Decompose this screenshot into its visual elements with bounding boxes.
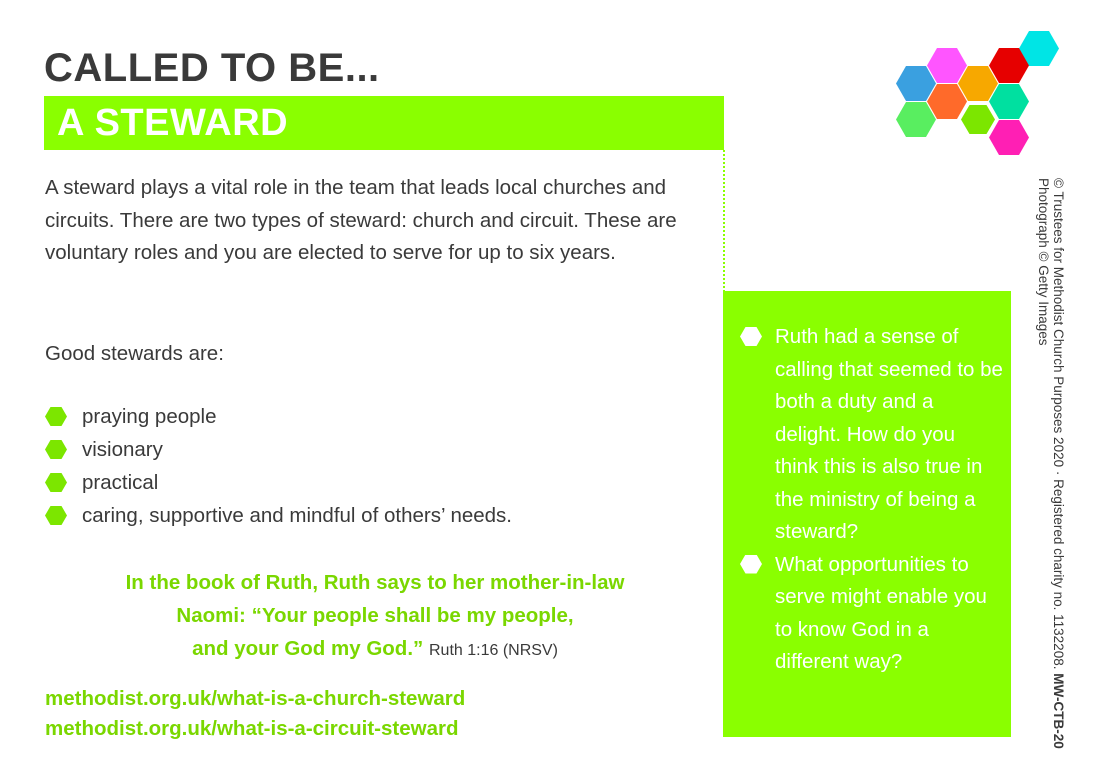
hexagon-bullet-icon [740, 555, 762, 574]
quote-line-1: In the book of Ruth, Ruth says to her mother-in-law [125, 571, 625, 594]
list-item [45, 400, 512, 433]
hexagon-icon [958, 102, 998, 137]
hexagon-bullet-icon [45, 506, 67, 525]
list-item [45, 499, 512, 532]
copyright-text: © Trustees for Methodist Church Purposes 2020 · Registered charity no. 1132208. [1051, 178, 1066, 670]
quote-reference: Ruth 1:16 (NRSV) [428, 642, 558, 659]
circuit-steward-link[interactable]: methodist.org.uk/what-is-a-circuit-steward [45, 717, 459, 740]
copyright-line [1051, 178, 1066, 749]
hexagon-icon [896, 102, 936, 137]
hexagon-logo [893, 28, 1063, 158]
list-item-text: praying people [82, 405, 217, 428]
questions-list [739, 321, 1003, 679]
question-text: Ruth had a sense of calling that seemed to be both a duty and a delight. How do you think this is also true in the ministry of being a steward? [775, 325, 1003, 543]
hexagon-bullet-icon [45, 440, 67, 459]
hexagon-bullet-icon [45, 473, 67, 492]
qualities-list [45, 400, 512, 532]
list-item-text: caring, supportive and mindful of others’ needs. [82, 504, 512, 527]
hexagon-bullet-icon [740, 327, 762, 346]
list-item [739, 321, 1003, 549]
intro-paragraph: A steward plays a vital role in the team that leads local churches and circuits. There are two types of steward: church and circuit. These are voluntary roles and you are elected to serve for up to six years. [45, 176, 677, 264]
hexagon-icon [989, 84, 1029, 119]
hexagon-inner-icon [961, 105, 995, 134]
web-links [45, 684, 465, 744]
card-code: MW-CTB-20 [1051, 673, 1066, 749]
hexagon-icon [896, 66, 936, 101]
page-title: CALLED TO BE... [44, 46, 380, 90]
list-item [45, 433, 512, 466]
quote-line-3: and your God my God.” [192, 637, 424, 660]
subtitle-banner [44, 96, 724, 150]
question-text: What opportunities to serve might enable you to know God in a different way? [775, 552, 987, 673]
list-item [45, 466, 512, 499]
copyright-credit [1036, 178, 1066, 749]
list-item [739, 549, 1003, 679]
dotted-divider [723, 150, 725, 292]
page-subtitle: A STEWARD [57, 102, 289, 144]
reflection-questions-box [723, 291, 1011, 737]
hexagon-icon [989, 120, 1029, 155]
photo-credit: Photograph © Getty Images [1036, 178, 1051, 346]
hexagon-icon [927, 48, 967, 83]
quote-line-2: Naomi: “Your people shall be my people, [176, 604, 574, 627]
hexagon-bullet-icon [45, 407, 67, 426]
church-steward-link[interactable]: methodist.org.uk/what-is-a-church-steward [45, 687, 466, 710]
list-item-text: practical [82, 471, 159, 494]
scripture-quote [65, 566, 685, 667]
hexagon-icon [958, 66, 998, 101]
qualities-lead: Good stewards are: [45, 342, 224, 365]
hexagon-icon [927, 84, 967, 119]
list-item-text: visionary [82, 438, 163, 461]
